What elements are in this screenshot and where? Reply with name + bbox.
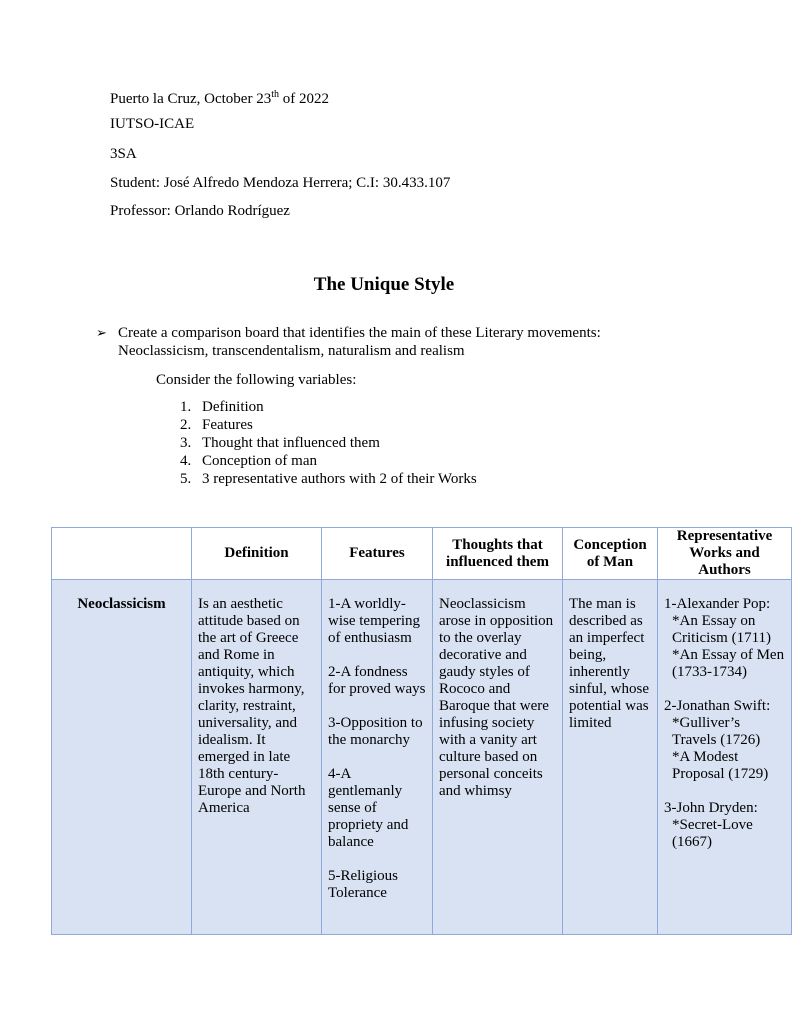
table-row xyxy=(52,580,792,935)
header-features: Features xyxy=(322,528,433,580)
header-conception: Conception of Man xyxy=(563,528,658,580)
works-cell: 1-Alexander Pop: *An Essay on Criticism (1711) *An Essay of Men (1733-1734) 2-Jonathan Swift: *Gulliver’s Travels (1726) *A Modest Proposal (1729) 3-John Dryden: *Secret-Love (1667) xyxy=(658,580,792,935)
instruction-text: Create a comparison board that identifies the main of these Literary movements: Neoclassicism, transcendentalism, naturalism and realism xyxy=(118,325,601,359)
header-thoughts: Thoughts that influenced them xyxy=(433,528,563,580)
comparison-table xyxy=(51,527,792,935)
list-item: 1. Definition xyxy=(180,399,264,415)
institution: IUTSO-ICAE xyxy=(110,116,195,132)
conception-cell: The man is described as an imperfect being, inherently sinful, whose potential was limited xyxy=(563,580,658,935)
instruction-bullet xyxy=(96,324,656,360)
section: 3SA xyxy=(110,146,137,162)
variables-list xyxy=(180,398,477,488)
thoughts-cell: Neoclassicism arose in opposition to the overlay decorative and gaudy styles of Rococo and Baroque that were infusing society with a vanity art culture based on personal conceits and whimsy xyxy=(433,580,563,935)
date-line xyxy=(110,86,329,108)
features-cell: 1-A worldly-wise tempering of enthusiasm 2-A fondness for proved ways 3-Opposition to the monarchy 4-A gentlemanly sense of propriety and balance 5-Religious Tolerance xyxy=(322,580,433,935)
list-item: 2. Features xyxy=(180,417,253,433)
header-works: Representative Works and Authors xyxy=(658,528,792,580)
header-definition: Definition xyxy=(192,528,322,580)
student-line: Student: José Alfredo Mendoza Herrera; C.I: 30.433.107 xyxy=(110,175,451,191)
professor-line: Professor: Orlando Rodríguez xyxy=(110,203,290,219)
arrow-bullet-icon: ➢ xyxy=(96,325,107,340)
definition-cell: Is an aesthetic attitude based on the art of Greece and Rome in antiquity, which invokes harmony, clarity, restraint, universality, and idealism. It emerged in late 18th century- Europe and North America xyxy=(192,580,322,935)
consider-text: Consider the following variables: xyxy=(156,372,357,388)
page-title: The Unique Style xyxy=(313,274,455,295)
date-text: Puerto la Cruz, October 23 xyxy=(110,91,272,107)
date-year: of 2022 xyxy=(279,91,329,107)
header-empty xyxy=(52,528,192,580)
list-item: 3. Thought that influenced them xyxy=(180,435,380,451)
movement-name: Neoclassicism xyxy=(52,580,192,935)
table-header-row xyxy=(52,528,792,580)
list-item: 5. 3 representative authors with 2 of their Works xyxy=(180,471,477,487)
list-item: 4. Conception of man xyxy=(180,453,317,469)
date-superscript: th xyxy=(271,89,279,100)
